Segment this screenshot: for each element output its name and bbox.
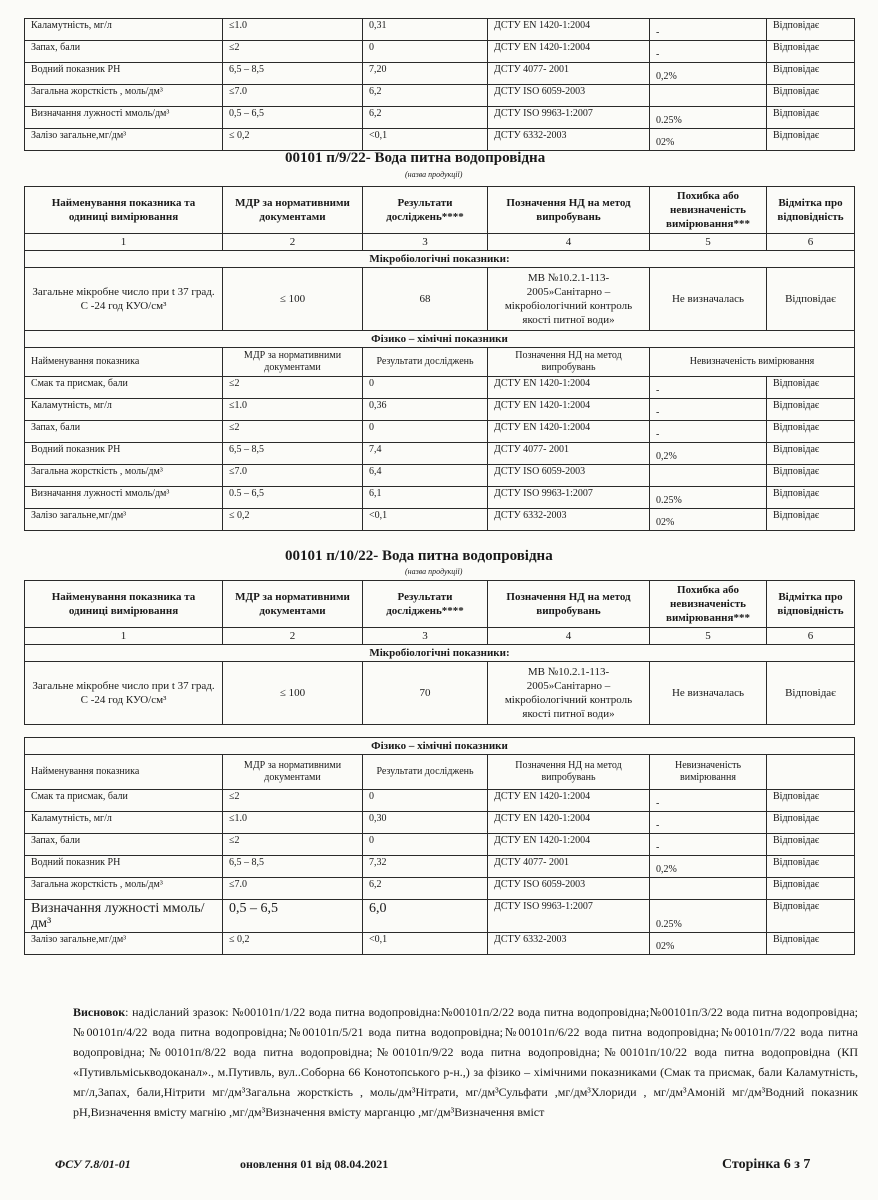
col-number: 5 [650, 234, 767, 251]
compliance-cell: Відповідає [767, 63, 855, 85]
sample-1-header-table [24, 186, 855, 531]
result-cell: 6,2 [363, 107, 488, 129]
table-row [25, 41, 855, 63]
conclusion [73, 1002, 858, 1122]
table-row [25, 834, 855, 856]
uncertainty-cell [650, 85, 767, 107]
col-number: 1 [25, 628, 223, 645]
result-cell: 0,30 [363, 812, 488, 834]
sample-title-1: 00101 п/9/22- Вода питна водопровідна [285, 150, 546, 166]
indicator-cell: Залізо загальне,мг/дм³ [25, 509, 223, 531]
phys-header-uncertainty: Невизначеність вимірювання [650, 755, 767, 790]
uncertainty-cell: - [650, 399, 767, 421]
table-row [25, 900, 855, 933]
method-cell: ДСТУ EN 1420-1:2004 [488, 19, 650, 41]
sample-subtitle-1: (назва продукції) [405, 170, 463, 179]
uncertainty-cell [650, 878, 767, 900]
compliance-cell: Відповідає [767, 487, 855, 509]
mdr-cell: 6,5 – 8,5 [223, 443, 363, 465]
uncertainty-cell: - [650, 834, 767, 856]
micro-indicator: Загальне мікробне число при t 37 град. С -24 год КУО/см³ [25, 662, 223, 725]
method-cell: ДСТУ ISO 6059-2003 [488, 465, 650, 487]
result-cell: <0,1 [363, 933, 488, 955]
compliance-cell: Відповідає [767, 933, 855, 955]
table-row [25, 377, 855, 399]
mdr-cell: ≤ 0,2 [223, 129, 363, 151]
micro-compliance: Відповідає [767, 268, 855, 331]
indicator-cell: Запах, бали [25, 834, 223, 856]
method-cell: ДСТУ ISO 6059-2003 [488, 85, 650, 107]
result-cell: <0,1 [363, 129, 488, 151]
mdr-cell: ≤ 0,2 [223, 933, 363, 955]
uncertainty-cell: 0,2% [650, 443, 767, 465]
result-cell: 0 [363, 421, 488, 443]
indicator-cell: Водний показник РН [25, 856, 223, 878]
phys-header-mdr: МДР за нормативними документами [223, 348, 363, 377]
method-cell: ДСТУ EN 1420-1:2004 [488, 399, 650, 421]
phys-header-blank [767, 755, 855, 790]
method-cell: ДСТУ 6332-2003 [488, 129, 650, 151]
method-cell: ДСТУ 4077- 2001 [488, 63, 650, 85]
header-method: Позначення НД на метод випробувань [488, 581, 650, 628]
uncertainty-cell: - [650, 421, 767, 443]
indicator-cell: Запах, бали [25, 41, 223, 63]
phys-header-indicator: Найменування показника [25, 348, 223, 377]
header-indicator: Найменування показника та одиниці вимірювання [25, 187, 223, 234]
col-number: 6 [767, 234, 855, 251]
table-row [25, 85, 855, 107]
uncertainty-cell: 0.25% [650, 107, 767, 129]
compliance-cell: Відповідає [767, 85, 855, 107]
indicator-cell: Каламутність, мг/л [25, 19, 223, 41]
micro-result: 68 [363, 268, 488, 331]
compliance-cell: Відповідає [767, 812, 855, 834]
result-cell: 6,0 [363, 900, 488, 933]
table-row [25, 63, 855, 85]
col-number: 4 [488, 234, 650, 251]
compliance-cell: Відповідає [767, 509, 855, 531]
compliance-cell: Відповідає [767, 900, 855, 933]
table-row [25, 856, 855, 878]
mdr-cell: ≤1.0 [223, 19, 363, 41]
sample-subtitle-2: (назва продукції) [405, 567, 463, 576]
indicator-cell: Каламутність, мг/л [25, 399, 223, 421]
phys-header-results: Результати досліджень [363, 755, 488, 790]
table-row [25, 509, 855, 531]
compliance-cell: Відповідає [767, 41, 855, 63]
compliance-cell: Відповідає [767, 443, 855, 465]
result-cell: 0,36 [363, 399, 488, 421]
indicator-cell: Визначання лужності ммоль/дм³ [25, 487, 223, 509]
method-cell: ДСТУ 4077- 2001 [488, 856, 650, 878]
uncertainty-cell: - [650, 41, 767, 63]
method-cell: ДСТУ ISO 9963-1:2007 [488, 900, 650, 933]
uncertainty-cell: 0.25% [650, 487, 767, 509]
compliance-cell: Відповідає [767, 834, 855, 856]
mdr-cell: 0.5 – 6,5 [223, 487, 363, 509]
phys-header-method: Позначення НД на метод випробувань [488, 348, 650, 377]
micro-section-title: Мікробіологічні показники: [25, 645, 855, 662]
micro-mdr: ≤ 100 [223, 662, 363, 725]
method-cell: ДСТУ ISO 6059-2003 [488, 878, 650, 900]
micro-method: МВ №10.2.1-113-2005»Санітарно – мікробіологічний контроль якості питної води» [488, 662, 650, 725]
micro-uncertainty: Не визначалась [650, 662, 767, 725]
compliance-cell: Відповідає [767, 465, 855, 487]
table-row [25, 812, 855, 834]
micro-mdr: ≤ 100 [223, 268, 363, 331]
compliance-cell: Відповідає [767, 878, 855, 900]
micro-method: МВ №10.2.1-113-2005»Санітарно – мікробіологічний контроль якості питної води» [488, 268, 650, 331]
mdr-cell: ≤7.0 [223, 878, 363, 900]
uncertainty-cell: - [650, 377, 767, 399]
indicator-cell: Загальна жорсткість , моль/дм³ [25, 85, 223, 107]
result-cell: 6,2 [363, 85, 488, 107]
micro-section-title: Мікробіологічні показники: [25, 251, 855, 268]
mdr-cell: 0,5 – 6,5 [223, 900, 363, 933]
footer-page-number: Сторінка 6 з 7 [722, 1157, 811, 1172]
indicator-cell: Загальна жорсткість , моль/дм³ [25, 878, 223, 900]
compliance-cell: Відповідає [767, 790, 855, 812]
uncertainty-cell [650, 465, 767, 487]
method-cell: ДСТУ EN 1420-1:2004 [488, 377, 650, 399]
mdr-cell: ≤2 [223, 41, 363, 63]
method-cell: ДСТУ EN 1420-1:2004 [488, 834, 650, 856]
header-indicator: Найменування показника та одиниці вимірювання [25, 581, 223, 628]
uncertainty-cell: - [650, 790, 767, 812]
result-cell: 6,1 [363, 487, 488, 509]
col-number: 2 [223, 234, 363, 251]
result-cell: <0,1 [363, 509, 488, 531]
header-method: Позначення НД на метод випробувань [488, 187, 650, 234]
mdr-cell: 0,5 – 6,5 [223, 107, 363, 129]
mdr-cell: ≤2 [223, 834, 363, 856]
mdr-cell: ≤2 [223, 377, 363, 399]
table-row [25, 465, 855, 487]
mdr-cell: 6,5 – 8,5 [223, 63, 363, 85]
mdr-cell: ≤ 0,2 [223, 509, 363, 531]
indicator-cell: Смак та присмак, бали [25, 790, 223, 812]
indicator-cell: Водний показник РН [25, 443, 223, 465]
table-row [25, 487, 855, 509]
indicator-cell: Визначання лужності ммоль/дм³ [25, 107, 223, 129]
compliance-cell: Відповідає [767, 19, 855, 41]
indicator-cell: Визначання лужності ммоль/дм³ [25, 900, 223, 933]
micro-compliance: Відповідає [767, 662, 855, 725]
uncertainty-cell: - [650, 812, 767, 834]
sample-2-header-table [24, 580, 855, 955]
phys-header-indicator: Найменування показника [25, 755, 223, 790]
result-cell: 0,31 [363, 19, 488, 41]
uncertainty-cell: 02% [650, 933, 767, 955]
mdr-cell: ≤2 [223, 790, 363, 812]
indicator-cell: Загальна жорсткість , моль/дм³ [25, 465, 223, 487]
uncertainty-cell: - [650, 19, 767, 41]
indicator-cell: Запах, бали [25, 421, 223, 443]
result-cell: 0 [363, 790, 488, 812]
phys-header-method: Позначення НД на метод випробувань [488, 755, 650, 790]
mdr-cell: ≤1.0 [223, 812, 363, 834]
col-number: 3 [363, 234, 488, 251]
result-cell: 0 [363, 377, 488, 399]
col-number: 1 [25, 234, 223, 251]
col-number: 3 [363, 628, 488, 645]
table-row [25, 19, 855, 41]
header-uncertainty: Похибка або невизначеність вимірювання*** [650, 187, 767, 234]
uncertainty-cell: 02% [650, 129, 767, 151]
col-number: 4 [488, 628, 650, 645]
header-uncertainty: Похибка або невизначеність вимірювання*** [650, 581, 767, 628]
compliance-cell: Відповідає [767, 856, 855, 878]
col-number: 2 [223, 628, 363, 645]
conclusion-label: Висновок [73, 1005, 126, 1019]
compliance-cell: Відповідає [767, 129, 855, 151]
mdr-cell: ≤1.0 [223, 399, 363, 421]
mdr-cell: ≤7.0 [223, 85, 363, 107]
table-gap [25, 725, 855, 738]
table-row [25, 933, 855, 955]
header-mdr: МДР за нормативними документами [223, 187, 363, 234]
header-results: Результати досліджень**** [363, 187, 488, 234]
result-cell: 6,4 [363, 465, 488, 487]
phys-header-uncertainty: Невизначеність вимірювання [650, 348, 855, 377]
phys-section-title: Фізико – хімічні показники [25, 331, 855, 348]
result-cell: 7,4 [363, 443, 488, 465]
method-cell: ДСТУ ISO 9963-1:2007 [488, 107, 650, 129]
table-row [25, 129, 855, 151]
header-results: Результати досліджень**** [363, 581, 488, 628]
method-cell: ДСТУ EN 1420-1:2004 [488, 421, 650, 443]
header-compliance: Відмітка про відповідність [767, 581, 855, 628]
indicator-cell: Смак та присмак, бали [25, 377, 223, 399]
sample-title-2: 00101 п/10/22- Вода питна водопровідна [285, 548, 553, 564]
micro-indicator: Загальне мікробне число при t 37 град. С -24 год КУО/см³ [25, 268, 223, 331]
indicator-cell: Залізо загальне,мг/дм³ [25, 129, 223, 151]
result-cell: 7,32 [363, 856, 488, 878]
method-cell: ДСТУ ISO 9963-1:2007 [488, 487, 650, 509]
footer-update: оновлення 01 від 08.04.2021 [240, 1157, 389, 1171]
table-row [25, 790, 855, 812]
indicator-cell: Водний показник РН [25, 63, 223, 85]
micro-uncertainty: Не визначалась [650, 268, 767, 331]
compliance-cell: Відповідає [767, 421, 855, 443]
indicator-cell: Залізо загальне,мг/дм³ [25, 933, 223, 955]
mdr-cell: ≤2 [223, 421, 363, 443]
micro-result: 70 [363, 662, 488, 725]
phys-header-mdr: МДР за нормативними документами [223, 755, 363, 790]
table-row [25, 107, 855, 129]
mdr-cell: 6,5 – 8,5 [223, 856, 363, 878]
col-number: 6 [767, 628, 855, 645]
uncertainty-cell: 0,2% [650, 856, 767, 878]
conclusion-text: : надісланий зразок: №00101п/1/22 вода питна водопровідна:№00101п/2/22 вода питна водопровідна;№00101п/3/22 вода питна водопровідна;№00101п/4/22 вода питна водопровідна;№00101п/5/21 вода питна водопровідна;№00101п/6/22 вода питна водопровідна;№00101п/7/22 вода питна водопровідна;№00101п/8/22 вода питна водопровідна;№00101п/9/22 вода питна водопровідна;№00101п/10/22 вода питна водопровідна (КП «Путивльміськводоканал»., м.Путивль, вул..Соборна 66 Конотопського р-н.,) за фізико – хімічними показниками (Смак та присмак, бали Каламутність, мг/л,Запах, бали,Нітрити мг/дм³Загальна жорсткість , моль/дм³Нітрати, мг/дм³Сульфати ,мг/дм³Хлориди , мг/дм³Амоній мг/дм³Водний показник рН,Визначення вмісту магнію ,мг/дм³Визначення вмісту марганцю ,мг/дм³Визначення вміст [73, 1005, 858, 1119]
table-row [25, 421, 855, 443]
method-cell: ДСТУ 6332-2003 [488, 933, 650, 955]
uncertainty-cell: 02% [650, 509, 767, 531]
table-row [25, 443, 855, 465]
compliance-cell: Відповідає [767, 107, 855, 129]
method-cell: ДСТУ 4077- 2001 [488, 443, 650, 465]
result-cell: 0 [363, 834, 488, 856]
result-cell: 0 [363, 41, 488, 63]
compliance-cell: Відповідає [767, 399, 855, 421]
compliance-cell: Відповідає [767, 377, 855, 399]
method-cell: ДСТУ 6332-2003 [488, 509, 650, 531]
table-row [25, 878, 855, 900]
header-compliance: Відмітка про відповідність [767, 187, 855, 234]
uncertainty-cell: 0.25% [650, 900, 767, 933]
header-mdr: МДР за нормативними документами [223, 581, 363, 628]
mdr-cell: ≤7.0 [223, 465, 363, 487]
result-cell: 6,2 [363, 878, 488, 900]
table-row [25, 399, 855, 421]
footer-form-code: ФСУ 7.8/01-01 [55, 1157, 131, 1171]
indicator-cell: Каламутність, мг/л [25, 812, 223, 834]
method-cell: ДСТУ EN 1420-1:2004 [488, 790, 650, 812]
col-number: 5 [650, 628, 767, 645]
phys-header-results: Результати досліджень [363, 348, 488, 377]
phys-section-title: Фізико – хімічні показники [25, 738, 855, 755]
result-cell: 7,20 [363, 63, 488, 85]
top-results-table [24, 18, 855, 151]
method-cell: ДСТУ EN 1420-1:2004 [488, 812, 650, 834]
uncertainty-cell: 0,2% [650, 63, 767, 85]
method-cell: ДСТУ EN 1420-1:2004 [488, 41, 650, 63]
